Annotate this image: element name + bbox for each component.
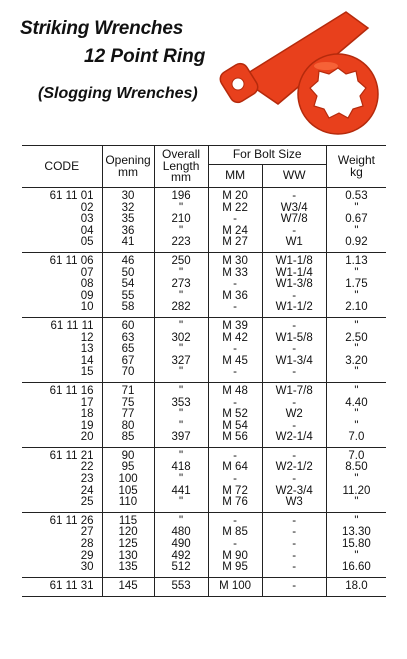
cell-length: ": [154, 512, 208, 527]
cell-bolt-mm: M 42: [208, 333, 262, 345]
spec-table-body: [22, 188, 386, 597]
cell-length: 397: [154, 432, 208, 447]
cell-code: 19: [22, 421, 102, 433]
cell-bolt-ww: W1-3/8: [262, 279, 326, 291]
cell-bolt-ww: W1-1/8: [262, 252, 326, 267]
cell-code: 28: [22, 539, 102, 551]
cell-code: 15: [22, 367, 102, 382]
cell-opening: 90: [102, 447, 154, 462]
cell-weight: 2.50: [345, 331, 368, 344]
cell-weight: 15.80: [342, 538, 371, 551]
cell-bolt-mm: M 24: [208, 226, 262, 238]
col-header-code: CODE: [22, 146, 102, 188]
cell-opening: 75: [102, 398, 154, 410]
cell-code: 04: [22, 226, 102, 238]
table-row: [22, 252, 386, 267]
cell-bolt-ww: -: [262, 317, 326, 332]
cell-weight: ": [354, 289, 359, 302]
cell-bolt-mm: M 27: [208, 237, 262, 252]
table-row: [22, 382, 386, 397]
table-row: [22, 421, 386, 433]
cell-code: 09: [22, 291, 102, 303]
cell-bolt-mm: -: [208, 398, 262, 410]
cell-code: 13: [22, 344, 102, 356]
cell-bolt-ww: W1-1/4: [262, 268, 326, 280]
cell-code: 17: [22, 398, 102, 410]
wrench-spec-table: [22, 145, 386, 597]
cell-weight: ": [354, 343, 359, 356]
table-row: [22, 474, 386, 486]
cell-opening: 77: [102, 409, 154, 421]
cell-bolt-mm: M 30: [208, 252, 262, 267]
cell-opening: 130: [102, 551, 154, 563]
cell-weight: 0.67: [345, 213, 368, 226]
cell-length: 210: [154, 214, 208, 226]
cell-opening: 55: [102, 291, 154, 303]
cell-bolt-mm: M 100: [208, 577, 262, 597]
title-line-2: 12 Point Ring: [84, 46, 206, 67]
col-header-bolt-size: For Bolt Size: [208, 146, 326, 165]
col-header-weight: Weight kg: [326, 146, 386, 188]
table-row: [22, 344, 386, 356]
cell-length: 196: [154, 188, 208, 203]
cell-opening: 63: [102, 333, 154, 345]
cell-length: 353: [154, 398, 208, 410]
cell-bolt-mm: -: [208, 302, 262, 317]
cell-bolt-ww: W1: [262, 237, 326, 252]
cell-bolt-ww: -: [262, 527, 326, 539]
cell-code: 20: [22, 432, 102, 447]
cell-length: 418: [154, 462, 208, 474]
cell-bolt-ww: -: [262, 367, 326, 382]
cell-length: ": [154, 344, 208, 356]
cell-bolt-mm: M 20: [208, 188, 262, 203]
cell-weight: ": [354, 201, 359, 214]
cell-length: 492: [154, 551, 208, 563]
cell-code: 61 11 31: [22, 577, 102, 597]
cell-bolt-ww: W2-1/2: [262, 462, 326, 474]
cell-weight: 0.53: [326, 188, 386, 203]
cell-bolt-ww: -: [262, 291, 326, 303]
cell-opening: 80: [102, 421, 154, 433]
cell-length: 512: [154, 562, 208, 577]
cell-opening: 100: [102, 474, 154, 486]
cell-length: ": [154, 367, 208, 382]
cell-bolt-mm: -: [208, 474, 262, 486]
cell-length: ": [154, 226, 208, 238]
cell-bolt-mm: M 52: [208, 409, 262, 421]
cell-bolt-ww: -: [262, 447, 326, 462]
cell-bolt-mm: M 85: [208, 527, 262, 539]
cell-code: 18: [22, 409, 102, 421]
cell-code: 27: [22, 527, 102, 539]
table-row: [22, 577, 386, 597]
cell-opening: 120: [102, 527, 154, 539]
cell-code: 23: [22, 474, 102, 486]
table-row: [22, 356, 386, 368]
cell-weight: ": [354, 366, 359, 379]
cell-weight: 7.0: [326, 447, 386, 462]
cell-length: 223: [154, 237, 208, 252]
cell-weight: ": [354, 496, 359, 509]
cell-opening: 50: [102, 268, 154, 280]
cell-code: 61 11 16: [22, 382, 102, 397]
table-row: [22, 214, 386, 226]
cell-weight: ": [354, 549, 359, 562]
cell-code: 07: [22, 268, 102, 280]
cell-code: 02: [22, 203, 102, 215]
cell-bolt-mm: M 76: [208, 497, 262, 512]
cell-weight: ": [326, 382, 386, 397]
cell-opening: 110: [102, 497, 154, 512]
cell-weight: ": [326, 317, 386, 332]
cell-bolt-ww: W3: [262, 497, 326, 512]
cell-code: 61 11 06: [22, 252, 102, 267]
cell-weight: 0.92: [345, 236, 368, 249]
cell-weight: 16.60: [342, 561, 371, 574]
cell-bolt-ww: -: [262, 562, 326, 577]
cell-code: 12: [22, 333, 102, 345]
cell-code: 61 11 21: [22, 447, 102, 462]
cell-bolt-ww: -: [262, 539, 326, 551]
cell-opening: 125: [102, 539, 154, 551]
striking-wrench-image: [218, 8, 400, 138]
cell-code: 61 11 11: [22, 317, 102, 332]
cell-bolt-mm: M 33: [208, 268, 262, 280]
cell-code: 30: [22, 562, 102, 577]
cell-weight: ": [326, 512, 386, 527]
cell-bolt-mm: -: [208, 279, 262, 291]
cell-bolt-mm: M 56: [208, 432, 262, 447]
col-header-opening: Opening mm: [102, 146, 154, 188]
cell-bolt-mm: M 54: [208, 421, 262, 433]
table-row: [22, 317, 386, 332]
cell-length: ": [154, 421, 208, 433]
cell-bolt-ww: W1-7/8: [262, 382, 326, 397]
table-row: [22, 551, 386, 563]
cell-opening: 115: [102, 512, 154, 527]
table-row: [22, 203, 386, 215]
cell-length: 553: [154, 577, 208, 597]
cell-opening: 35: [102, 214, 154, 226]
cell-bolt-mm: M 36: [208, 291, 262, 303]
cell-code: 03: [22, 214, 102, 226]
cell-bolt-ww: W1-3/4: [262, 356, 326, 368]
cell-code: 61 11 01: [22, 188, 102, 203]
cell-bolt-mm: M 39: [208, 317, 262, 332]
cell-weight: 8.50: [345, 461, 368, 474]
cell-bolt-mm: -: [208, 367, 262, 382]
cell-code: 08: [22, 279, 102, 291]
cell-bolt-ww: -: [262, 188, 326, 203]
cell-opening: 30: [102, 188, 154, 203]
cell-opening: 71: [102, 382, 154, 397]
table-row: [22, 432, 386, 447]
cell-opening: 67: [102, 356, 154, 368]
cell-bolt-ww: -: [262, 226, 326, 238]
cell-code: 14: [22, 356, 102, 368]
cell-length: ": [154, 382, 208, 397]
table-row: [22, 447, 386, 462]
table-row: [22, 279, 386, 291]
cell-code: 61 11 26: [22, 512, 102, 527]
cell-opening: 60: [102, 317, 154, 332]
cell-weight: 11.20: [342, 484, 371, 497]
cell-bolt-mm: M 48: [208, 382, 262, 397]
cell-length: ": [154, 203, 208, 215]
cell-opening: 32: [102, 203, 154, 215]
cell-bolt-mm: M 90: [208, 551, 262, 563]
cell-opening: 95: [102, 462, 154, 474]
cell-length: 282: [154, 302, 208, 317]
table-row: [22, 291, 386, 303]
cell-code: 24: [22, 486, 102, 498]
cell-bolt-ww: -: [262, 344, 326, 356]
table-row: [22, 539, 386, 551]
cell-bolt-ww: -: [262, 474, 326, 486]
cell-code: 22: [22, 462, 102, 474]
col-header-length: Overall Length mm: [154, 146, 208, 188]
cell-bolt-mm: -: [208, 447, 262, 462]
cell-bolt-ww: W3/4: [262, 203, 326, 215]
cell-bolt-mm: M 72: [208, 486, 262, 498]
cell-bolt-ww: W1-5/8: [262, 333, 326, 345]
cell-bolt-ww: -: [262, 512, 326, 527]
cell-bolt-mm: M 95: [208, 562, 262, 577]
cell-weight: 3.20: [345, 354, 368, 367]
table-row: [22, 333, 386, 345]
table-row: [22, 398, 386, 410]
cell-opening: 105: [102, 486, 154, 498]
cell-length: 273: [154, 279, 208, 291]
cell-bolt-ww: -: [262, 398, 326, 410]
cell-opening: 54: [102, 279, 154, 291]
cell-weight: ": [354, 473, 359, 486]
cell-code: 05: [22, 237, 102, 252]
cell-bolt-mm: -: [208, 539, 262, 551]
col-header-ww: WW: [262, 165, 326, 188]
table-row: [22, 188, 386, 203]
cell-weight: ": [354, 224, 359, 237]
cell-code: 29: [22, 551, 102, 563]
cell-length: ": [154, 409, 208, 421]
table-row: [22, 462, 386, 474]
cell-opening: 65: [102, 344, 154, 356]
cell-length: ": [154, 474, 208, 486]
table-row: [22, 302, 386, 317]
cell-bolt-mm: M 45: [208, 356, 262, 368]
table-row: [22, 497, 386, 512]
cell-weight: ": [354, 266, 359, 279]
cell-code: 10: [22, 302, 102, 317]
table-row: [22, 409, 386, 421]
cell-bolt-ww: W7/8: [262, 214, 326, 226]
cell-bolt-ww: -: [262, 551, 326, 563]
cell-bolt-mm: -: [208, 512, 262, 527]
cell-bolt-ww: W2: [262, 409, 326, 421]
cell-weight: 1.13: [326, 252, 386, 267]
cell-bolt-ww: W2-1/4: [262, 432, 326, 447]
cell-weight: 2.10: [345, 301, 368, 314]
cell-bolt-mm: -: [208, 344, 262, 356]
cell-bolt-mm: M 64: [208, 462, 262, 474]
cell-opening: 36: [102, 226, 154, 238]
cell-length: ": [154, 497, 208, 512]
cell-length: ": [154, 268, 208, 280]
cell-weight: 7.0: [348, 431, 365, 444]
cell-opening: 135: [102, 562, 154, 577]
cell-length: 327: [154, 356, 208, 368]
cell-length: 490: [154, 539, 208, 551]
table-row: [22, 367, 386, 382]
table-row: [22, 527, 386, 539]
cell-opening: 85: [102, 432, 154, 447]
cell-weight: 4.40: [345, 396, 368, 409]
cell-weight: ": [354, 408, 359, 421]
cell-weight: 1.75: [345, 278, 368, 291]
catalog-header: [0, 0, 407, 140]
cell-bolt-ww: -: [262, 577, 326, 597]
cell-bolt-mm: -: [208, 214, 262, 226]
cell-opening: 145: [102, 577, 154, 597]
cell-opening: 70: [102, 367, 154, 382]
cell-length: 441: [154, 486, 208, 498]
cell-weight: 13.30: [342, 526, 371, 539]
cell-bolt-ww: -: [262, 421, 326, 433]
title-line-1: Striking Wrenches: [20, 18, 184, 39]
cell-opening: 46: [102, 252, 154, 267]
cell-length: 302: [154, 333, 208, 345]
cell-length: ": [154, 447, 208, 462]
col-header-mm: MM: [208, 165, 262, 188]
cell-opening: 58: [102, 302, 154, 317]
cell-bolt-ww: W2-3/4: [262, 486, 326, 498]
cell-length: 250: [154, 252, 208, 267]
table-row: [22, 512, 386, 527]
cell-weight: 18.0: [326, 577, 386, 597]
table-row: [22, 237, 386, 252]
table-row: [22, 562, 386, 577]
table-row: [22, 486, 386, 498]
cell-code: 25: [22, 497, 102, 512]
table-row: [22, 226, 386, 238]
cell-length: ": [154, 291, 208, 303]
cell-bolt-mm: M 22: [208, 203, 262, 215]
table-row: [22, 268, 386, 280]
cell-bolt-ww: W1-1/2: [262, 302, 326, 317]
cell-length: 480: [154, 527, 208, 539]
cell-length: ": [154, 317, 208, 332]
title-line-3: (Slogging Wrenches): [38, 85, 198, 102]
cell-weight: ": [354, 419, 359, 432]
cell-opening: 41: [102, 237, 154, 252]
